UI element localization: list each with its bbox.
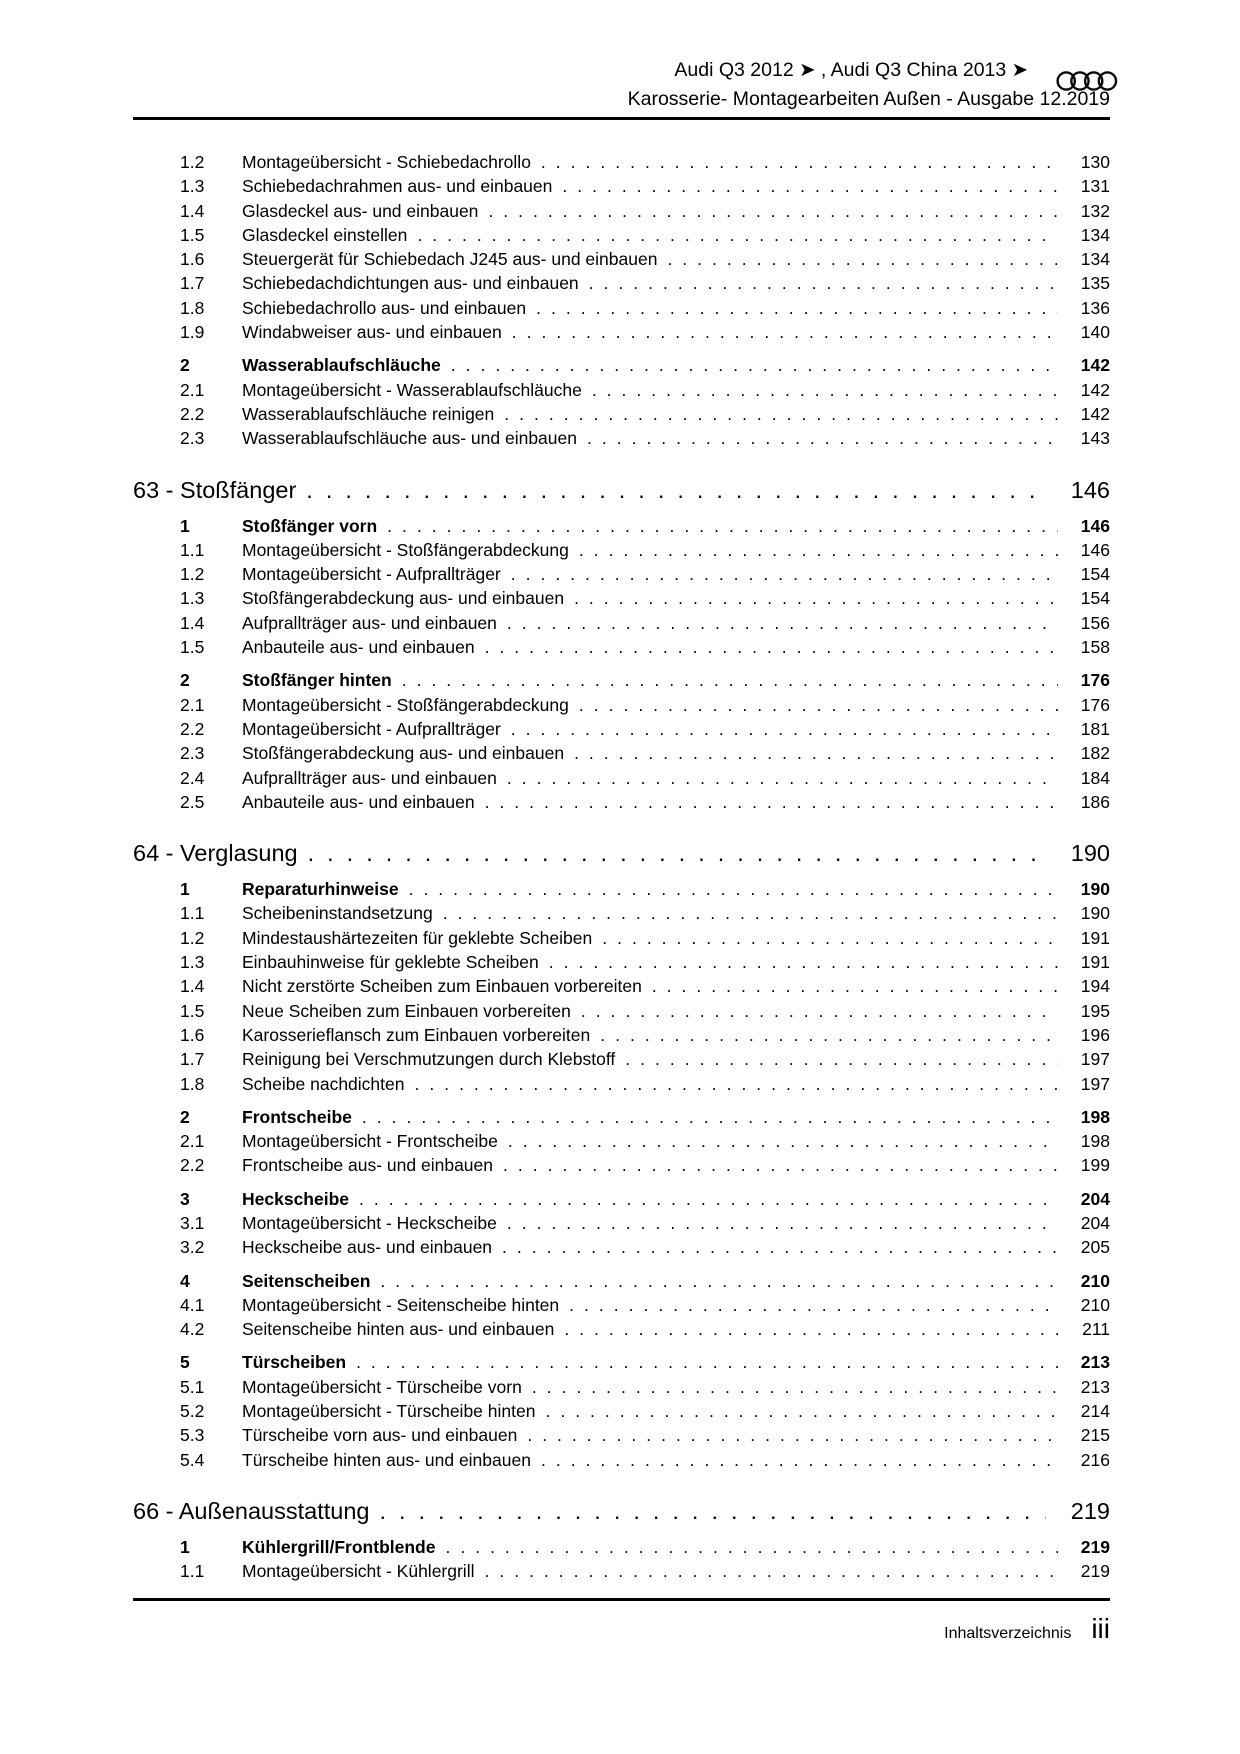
toc-entry xyxy=(133,586,1110,610)
entry-title: Montageübersicht - Frontscheibe xyxy=(242,1131,498,1152)
entry-title: Neue Scheiben zum Einbauen vorbereiten xyxy=(242,1000,571,1021)
dot-leader xyxy=(545,1399,1058,1423)
entry-page-number: 154 xyxy=(1080,588,1110,609)
entry-title: Montageübersicht - Seitenscheibe hinten xyxy=(242,1294,560,1315)
entry-title: Stoßfänger hinten xyxy=(242,670,392,691)
toc-entry xyxy=(133,1559,1110,1583)
dot-leader xyxy=(507,611,1058,635)
entry-page-number: 205 xyxy=(1080,1237,1110,1258)
entry-number: 1.3 xyxy=(180,176,205,197)
toc-entry xyxy=(133,1211,1110,1235)
dot-leader xyxy=(652,974,1058,998)
entry-page-number: 190 xyxy=(1080,879,1110,900)
dot-leader xyxy=(504,402,1058,426)
entry-number: 1.4 xyxy=(180,200,205,221)
entry-title: Türscheiben xyxy=(242,1352,347,1373)
toc-entry xyxy=(133,635,1110,659)
entry-number: 5.3 xyxy=(180,1425,205,1446)
toc-entry xyxy=(133,1072,1110,1096)
entry-page-number: 184 xyxy=(1080,767,1110,788)
entry-page-number: 216 xyxy=(1080,1449,1110,1470)
chapter-label: 63 - Stoßfänger xyxy=(133,476,297,503)
dot-leader xyxy=(380,1269,1058,1293)
entry-number: 1.3 xyxy=(180,952,205,973)
entry-title: Montageübersicht - Schiebedachrollo xyxy=(242,152,531,172)
entry-page-number: 198 xyxy=(1080,1106,1110,1127)
toc-entry xyxy=(133,562,1110,586)
toc-entry xyxy=(133,426,1110,450)
entry-number: 5 xyxy=(180,1352,190,1373)
entry-page-number: 198 xyxy=(1080,1131,1110,1152)
entry-number: 1.5 xyxy=(180,224,205,245)
entry-number: 1.1 xyxy=(180,1561,205,1582)
entry-title: Windabweiser aus- und einbauen xyxy=(242,322,502,343)
entry-page-number: 154 xyxy=(1080,564,1110,585)
toc-entry xyxy=(133,1235,1110,1259)
toc-entry xyxy=(133,1399,1110,1423)
entry-title: Montageübersicht - Türscheibe hinten xyxy=(242,1401,536,1422)
entry-title: Nicht zerstörte Scheiben zum Einbauen vorbereiten xyxy=(242,976,642,997)
entry-page-number: 210 xyxy=(1080,1294,1110,1315)
entry-page-number: 219 xyxy=(1080,1561,1110,1582)
entry-number: 5.1 xyxy=(180,1376,205,1397)
entry-title: Anbauteile aus- und einbauen xyxy=(242,791,475,812)
dot-leader xyxy=(451,353,1058,377)
dot-leader xyxy=(511,717,1058,741)
dot-leader xyxy=(579,538,1058,562)
toc-entry xyxy=(133,1153,1110,1177)
dot-leader xyxy=(507,1211,1058,1235)
chapter-page-number: 146 xyxy=(1070,476,1110,503)
toc-entry xyxy=(133,296,1110,320)
entry-title: Wasserablaufschläuche xyxy=(242,355,441,376)
toc-entry xyxy=(133,693,1110,717)
entry-page-number: 191 xyxy=(1080,952,1110,973)
audi-rings-icon xyxy=(1056,68,1118,94)
dot-leader xyxy=(549,950,1058,974)
entry-title: Heckscheibe xyxy=(242,1188,350,1209)
toc-entry xyxy=(133,402,1110,426)
entry-number: 4.2 xyxy=(180,1319,205,1340)
entry-number: 4 xyxy=(180,1270,190,1291)
header-model-line: Audi Q3 2012 ➤ , Audi Q3 China 2013 ➤ xyxy=(674,59,1028,81)
entry-title: Einbauhinweise für geklebte Scheiben xyxy=(242,952,539,973)
entry-title: Wasserablaufschläuche aus- und einbauen xyxy=(242,428,577,449)
chapter-label: 66 - Außenausstattung xyxy=(133,1497,370,1524)
toc-entry xyxy=(133,353,1110,377)
entry-title: Schiebedachrahmen aus- und einbauen xyxy=(242,176,553,197)
dot-leader xyxy=(503,1153,1058,1177)
page-footer xyxy=(133,1598,1110,1645)
entry-page-number: 131 xyxy=(1080,176,1110,197)
entry-title: Aufprallträger aus- und einbauen xyxy=(242,612,497,633)
entry-number: 2.2 xyxy=(180,718,205,739)
toc-entry xyxy=(133,174,1110,198)
entry-page-number: 176 xyxy=(1080,670,1110,691)
header-title-line: Karosserie- Montagearbeiten Außen - Ausgabe 12.2019 xyxy=(627,88,1110,110)
toc-entry xyxy=(133,877,1110,901)
entry-number: 3.1 xyxy=(180,1212,205,1233)
entry-page-number: 134 xyxy=(1080,224,1110,245)
entry-title: Scheibe nachdichten xyxy=(242,1073,405,1094)
entry-page-number: 132 xyxy=(1080,200,1110,221)
toc-entry xyxy=(133,717,1110,741)
dot-leader xyxy=(485,635,1058,659)
toc-entry xyxy=(133,668,1110,692)
footer-section-label: Inhaltsverzeichnis xyxy=(944,1624,1072,1642)
entry-title: Montageübersicht - Stoßfängerabdeckung xyxy=(242,539,569,560)
toc-entry xyxy=(133,223,1110,247)
toc xyxy=(133,150,1110,1584)
toc-entry xyxy=(133,538,1110,562)
dot-leader xyxy=(579,693,1058,717)
dot-leader xyxy=(409,877,1058,901)
dot-leader xyxy=(387,514,1058,538)
toc-entry xyxy=(133,926,1110,950)
entry-number: 1 xyxy=(180,515,190,536)
entry-page-number: 199 xyxy=(1080,1155,1110,1176)
dot-leader xyxy=(569,1293,1058,1317)
entry-number: 1.2 xyxy=(180,564,205,585)
entry-page-number: 213 xyxy=(1080,1352,1110,1373)
entry-page-number: 146 xyxy=(1080,515,1110,536)
entry-page-number: 176 xyxy=(1080,694,1110,715)
entry-page-number: 130 xyxy=(1080,152,1110,172)
dot-leader xyxy=(362,1105,1058,1129)
entry-title: Schiebedachdichtungen aus- und einbauen xyxy=(242,273,579,294)
entry-title: Stoßfängerabdeckung aus- und einbauen xyxy=(242,588,565,609)
page-header xyxy=(133,56,1110,120)
entry-title: Mindestaushärtezeiten für geklebte Scheiben xyxy=(242,927,593,948)
entry-page-number: 190 xyxy=(1080,903,1110,924)
dot-leader xyxy=(625,1047,1058,1071)
entry-page-number: 142 xyxy=(1080,403,1110,424)
entry-number: 1.5 xyxy=(180,1000,205,1021)
dot-leader xyxy=(402,668,1058,692)
dot-leader xyxy=(512,320,1058,344)
toc-chapter-heading xyxy=(133,475,1110,505)
dot-leader xyxy=(379,1496,1046,1526)
entry-page-number: 191 xyxy=(1080,927,1110,948)
toc-entry xyxy=(133,199,1110,223)
entry-number: 2.3 xyxy=(180,743,205,764)
entry-number: 2 xyxy=(180,670,190,691)
dot-leader xyxy=(485,790,1058,814)
entry-number: 2.5 xyxy=(180,791,205,812)
entry-page-number: 158 xyxy=(1080,637,1110,658)
entry-title: Steuergerät für Schiebedach J245 aus- und einbauen xyxy=(242,249,658,270)
entry-number: 1.5 xyxy=(180,637,205,658)
dot-leader xyxy=(574,741,1058,765)
entry-number: 1.8 xyxy=(180,1073,205,1094)
dot-leader xyxy=(592,378,1058,402)
entry-title: Montageübersicht - Kühlergrill xyxy=(242,1561,475,1582)
dot-leader xyxy=(527,1423,1058,1447)
dot-leader xyxy=(306,475,1046,505)
entry-number: 4.1 xyxy=(180,1294,205,1315)
dot-leader xyxy=(488,199,1058,223)
toc-entry xyxy=(133,766,1110,790)
entry-number: 1.7 xyxy=(180,273,205,294)
entry-page-number: 182 xyxy=(1080,743,1110,764)
entry-page-number: 146 xyxy=(1080,539,1110,560)
entry-title: Türscheibe vorn aus- und einbauen xyxy=(242,1425,518,1446)
entry-number: 2.1 xyxy=(180,1131,205,1152)
chapter-page-number: 219 xyxy=(1070,1497,1110,1524)
entry-title: Schiebedachrollo aus- und einbauen xyxy=(242,297,527,318)
entry-page-number: 140 xyxy=(1080,322,1110,343)
header-text xyxy=(133,56,1110,114)
entry-number: 2.3 xyxy=(180,428,205,449)
entry-number: 1 xyxy=(180,1536,190,1557)
entry-page-number: 197 xyxy=(1080,1073,1110,1094)
header-divider xyxy=(133,117,1110,120)
entry-number: 2.1 xyxy=(180,694,205,715)
entry-page-number: 156 xyxy=(1080,612,1110,633)
entry-title: Türscheibe hinten aus- und einbauen xyxy=(242,1449,531,1470)
entry-page-number: 211 xyxy=(1082,1319,1110,1340)
entry-title: Scheibeninstandsetzung xyxy=(242,903,433,924)
dot-leader xyxy=(502,1235,1058,1259)
chapter-page-number: 190 xyxy=(1070,840,1110,867)
entry-page-number: 142 xyxy=(1080,355,1110,376)
toc-entry xyxy=(133,1105,1110,1129)
footer-row xyxy=(133,1613,1110,1645)
dot-leader xyxy=(532,1375,1058,1399)
entry-title: Anbauteile aus- und einbauen xyxy=(242,637,475,658)
entry-number: 1.1 xyxy=(180,903,205,924)
entry-page-number: 204 xyxy=(1080,1212,1110,1233)
entry-number: 3.2 xyxy=(180,1237,205,1258)
dot-leader xyxy=(508,1129,1058,1153)
entry-page-number: 143 xyxy=(1080,428,1110,449)
entry-number: 3 xyxy=(180,1188,190,1209)
entry-title: Reparaturhinweise xyxy=(242,879,399,900)
entry-title: Montageübersicht - Stoßfängerabdeckung xyxy=(242,694,569,715)
entry-number: 5.4 xyxy=(180,1449,205,1470)
entry-title: Reinigung bei Verschmutzungen durch Klebstoff xyxy=(242,1049,616,1070)
dot-leader xyxy=(564,1317,1058,1341)
dot-leader xyxy=(507,766,1058,790)
entry-page-number: 215 xyxy=(1080,1425,1110,1446)
dot-leader xyxy=(414,1072,1058,1096)
entry-number: 1.4 xyxy=(180,976,205,997)
entry-page-number: 186 xyxy=(1080,791,1110,812)
dot-leader xyxy=(602,926,1058,950)
entry-title: Aufprallträger aus- und einbauen xyxy=(242,767,497,788)
dot-leader xyxy=(484,1559,1058,1583)
toc-entry xyxy=(133,1448,1110,1472)
dot-leader xyxy=(667,247,1058,271)
dot-leader xyxy=(600,1023,1058,1047)
toc-entry xyxy=(133,247,1110,271)
entry-title: Frontscheibe aus- und einbauen xyxy=(242,1155,494,1176)
entry-number: 5.2 xyxy=(180,1401,205,1422)
entry-number: 2 xyxy=(180,355,190,376)
dot-leader xyxy=(511,562,1058,586)
dot-leader xyxy=(589,271,1058,295)
dot-leader xyxy=(359,1187,1058,1211)
toc-entry xyxy=(133,901,1110,925)
toc-entry xyxy=(133,1269,1110,1293)
toc-entry xyxy=(133,1375,1110,1399)
entry-page-number: 142 xyxy=(1080,379,1110,400)
entry-title: Heckscheibe aus- und einbauen xyxy=(242,1237,493,1258)
entry-page-number: 196 xyxy=(1080,1024,1110,1045)
entry-title: Karosserieflansch zum Einbauen vorbereiten xyxy=(242,1024,591,1045)
entry-title: Montageübersicht - Heckscheibe xyxy=(242,1212,497,1233)
entry-number: 1 xyxy=(180,879,190,900)
toc-entry xyxy=(133,741,1110,765)
entry-page-number: 197 xyxy=(1080,1049,1110,1070)
toc-entry xyxy=(133,514,1110,538)
toc-entry xyxy=(133,1047,1110,1071)
entry-title: Kühlergrill/Frontblende xyxy=(242,1536,436,1557)
entry-page-number: 134 xyxy=(1080,249,1110,270)
dot-leader xyxy=(443,901,1058,925)
entry-title: Montageübersicht - Türscheibe vorn xyxy=(242,1376,522,1397)
entry-title: Montageübersicht - Aufprallträger xyxy=(242,718,501,739)
entry-number: 1.3 xyxy=(180,588,205,609)
entry-title: Montageübersicht - Aufprallträger xyxy=(242,564,501,585)
dot-leader xyxy=(562,174,1058,198)
footer-page-number: iii xyxy=(1091,1612,1110,1644)
toc-entry xyxy=(133,1350,1110,1374)
dot-leader xyxy=(536,296,1058,320)
toc-entry xyxy=(133,271,1110,295)
dot-leader xyxy=(356,1350,1058,1374)
entry-page-number: 181 xyxy=(1080,718,1110,739)
entry-page-number: 194 xyxy=(1080,976,1110,997)
toc-entry xyxy=(133,1423,1110,1447)
dot-leader xyxy=(581,999,1058,1023)
dot-leader xyxy=(541,150,1058,174)
entry-page-number: 214 xyxy=(1080,1401,1110,1422)
dot-leader xyxy=(587,426,1058,450)
entry-number: 2.1 xyxy=(180,379,205,400)
entry-number: 1.6 xyxy=(180,249,205,270)
entry-page-number: 135 xyxy=(1080,273,1110,294)
entry-title: Frontscheibe xyxy=(242,1106,352,1127)
entry-page-number: 213 xyxy=(1080,1376,1110,1397)
dot-leader xyxy=(541,1448,1058,1472)
entry-number: 1.1 xyxy=(180,539,205,560)
toc-chapter-heading xyxy=(133,838,1110,868)
chapter-label: 64 - Verglasung xyxy=(133,840,298,867)
entry-number: 1.7 xyxy=(180,1049,205,1070)
toc-entry xyxy=(133,1535,1110,1559)
toc-entry xyxy=(133,974,1110,998)
entry-number: 2 xyxy=(180,1106,190,1127)
entry-number: 1.4 xyxy=(180,612,205,633)
toc-chapter-heading xyxy=(133,1496,1110,1526)
entry-title: Glasdeckel aus- und einbauen xyxy=(242,200,479,221)
entry-title: Glasdeckel einstellen xyxy=(242,224,408,245)
toc-entry xyxy=(133,378,1110,402)
entry-number: 2.2 xyxy=(180,403,205,424)
dot-leader xyxy=(308,838,1046,868)
entry-page-number: 204 xyxy=(1080,1188,1110,1209)
entry-title: Wasserablaufschläuche reinigen xyxy=(242,403,495,424)
toc-entry xyxy=(133,611,1110,635)
footer-divider xyxy=(133,1598,1110,1601)
entry-number: 1.2 xyxy=(180,927,205,948)
toc-entry xyxy=(133,1187,1110,1211)
entry-title: Montageübersicht - Wasserablaufschläuche xyxy=(242,379,582,400)
entry-title: Seitenscheibe hinten aus- und einbauen xyxy=(242,1319,555,1340)
toc-entry xyxy=(133,1023,1110,1047)
entry-title: Stoßfänger vorn xyxy=(242,515,378,536)
toc-entry xyxy=(133,150,1110,174)
dot-leader xyxy=(574,586,1058,610)
entry-page-number: 136 xyxy=(1080,297,1110,318)
toc-entry xyxy=(133,1129,1110,1153)
entry-number: 1.9 xyxy=(180,322,205,343)
dot-leader xyxy=(445,1535,1058,1559)
toc-entry xyxy=(133,790,1110,814)
entry-number: 1.6 xyxy=(180,1024,205,1045)
entry-number: 2.4 xyxy=(180,767,205,788)
dot-leader xyxy=(417,223,1058,247)
entry-number: 1.2 xyxy=(180,152,205,172)
entry-page-number: 210 xyxy=(1080,1270,1110,1291)
toc-entry xyxy=(133,999,1110,1023)
entry-title: Stoßfängerabdeckung aus- und einbauen xyxy=(242,743,565,764)
entry-title: Seitenscheiben xyxy=(242,1270,371,1291)
entry-number: 1.8 xyxy=(180,297,205,318)
entry-page-number: 195 xyxy=(1080,1000,1110,1021)
toc-entry xyxy=(133,950,1110,974)
entry-page-number: 219 xyxy=(1080,1536,1110,1557)
entry-number: 2.2 xyxy=(180,1155,205,1176)
toc-entry xyxy=(133,1293,1110,1317)
toc-entry xyxy=(133,320,1110,344)
toc-entry xyxy=(133,1317,1110,1341)
